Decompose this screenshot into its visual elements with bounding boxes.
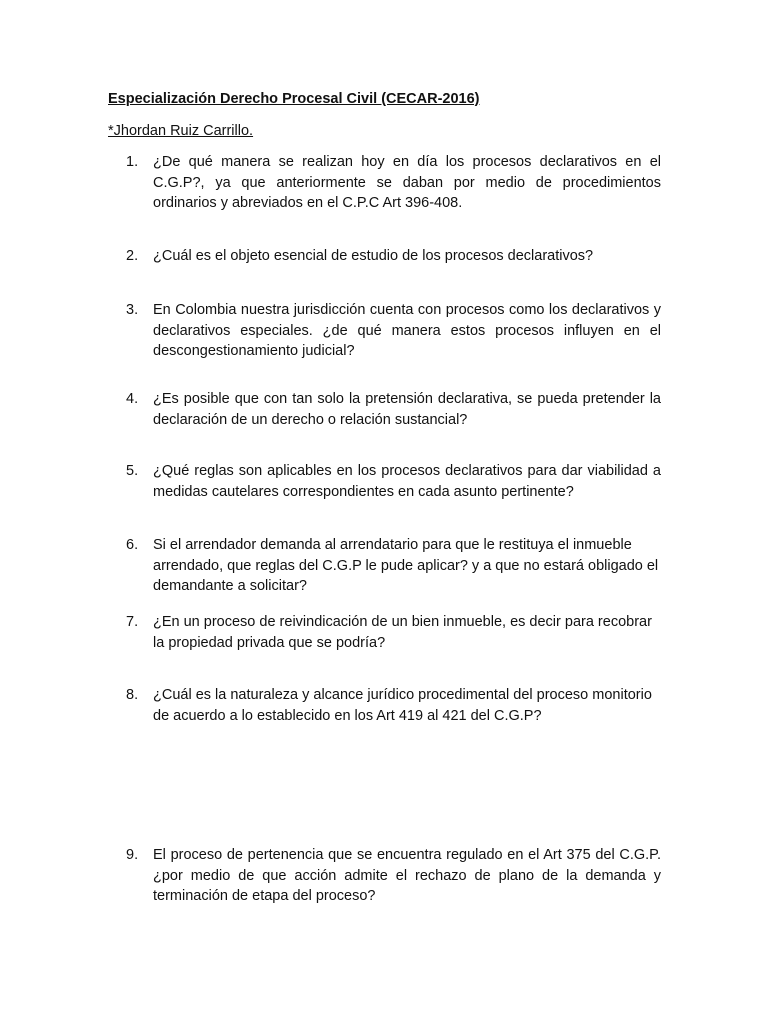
question-item xyxy=(126,535,661,597)
document-title: Especialización Derecho Procesal Civil (CECAR-2016) xyxy=(108,91,480,107)
question-number: 2. xyxy=(126,248,139,264)
question-item xyxy=(126,685,661,726)
question-text: ¿Cuál es el objeto esencial de estudio de los procesos declarativos? xyxy=(153,248,594,264)
question-item xyxy=(126,461,661,502)
question-text: En Colombia nuestra jurisdicción cuenta con procesos como los declarativos y declarativos especiales. ¿de qué manera estos procesos influyen en el descongestionamiento judicial? xyxy=(153,302,661,359)
question-number: 4. xyxy=(126,391,139,407)
question-number: 8. xyxy=(126,687,139,703)
question-number: 3. xyxy=(126,302,139,318)
question-text: ¿Cuál es la naturaleza y alcance jurídico procedimental del proceso monitorio de acuerdo a lo establecido en los Art 419 al 421 del C.G.P? xyxy=(153,687,652,724)
question-number: 9. xyxy=(126,847,139,863)
question-text: ¿En un proceso de reivindicación de un bien inmueble, es decir para recobrar la propiedad privada que se podría? xyxy=(153,614,652,651)
question-item xyxy=(126,845,661,907)
question-text: ¿Qué reglas son aplicables en los procesos declarativos para dar viabilidad a medidas cautelares correspondientes en cada asunto pertinente? xyxy=(153,463,661,500)
question-text: ¿De qué manera se realizan hoy en día los procesos declarativos en el C.G.P?, ya que anteriormente se daban por medio de procedimientos ordinarios y abreviados en el C.P.C Art 396-408. xyxy=(153,154,661,211)
question-item xyxy=(126,246,661,267)
question-item xyxy=(126,152,661,214)
question-number: 1. xyxy=(126,154,139,170)
question-item xyxy=(126,389,661,430)
question-item xyxy=(126,612,661,653)
author-name: *Jhordan Ruiz Carrillo. xyxy=(108,123,254,139)
question-number: 7. xyxy=(126,614,139,630)
question-text: Si el arrendador demanda al arrendatario para que le restituya el inmueble arrendado, que reglas del C.G.P le pude aplicar? y a que no estará obligado el demandante a solicitar? xyxy=(153,537,659,594)
question-number: 6. xyxy=(126,537,139,553)
question-text: El proceso de pertenencia que se encuentra regulado en el Art 375 del C.G.P. ¿por medio de que acción admite el rechazo de plano de la demanda y terminación de etapa del proceso? xyxy=(153,847,661,904)
question-text: ¿Es posible que con tan solo la pretensión declarativa, se pueda pretender la declaración de un derecho o relación sustancial? xyxy=(153,391,661,428)
question-number: 5. xyxy=(126,463,139,479)
question-item xyxy=(126,300,661,362)
